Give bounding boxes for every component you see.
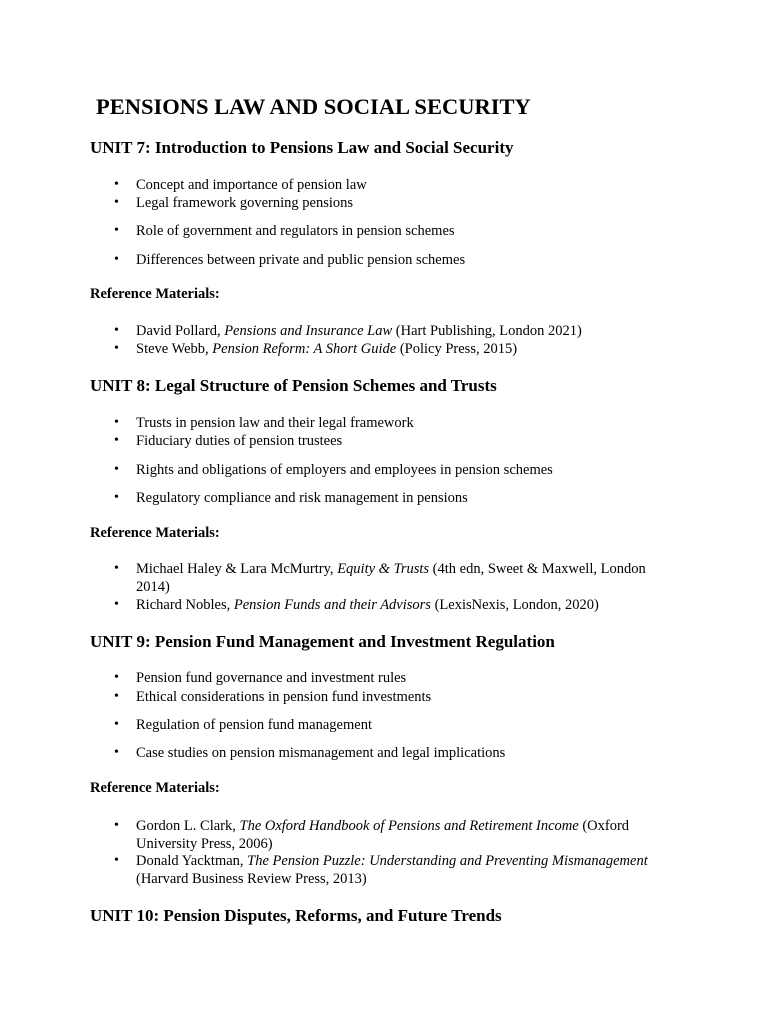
reference-item — [136, 322, 681, 340]
reference-work-title: The Pension Puzzle: Understanding and Preventing Mismanagement — [247, 853, 648, 869]
reference-details: (Policy Press, 2015) — [396, 341, 518, 357]
reference-work-title: Equity & Trusts — [337, 561, 430, 577]
reference-details: (LexisNexis, London, 2020) — [430, 597, 599, 613]
list-item: • Concept and importance of pension law — [136, 176, 681, 194]
reference-details: (4th edn, Sweet & Maxwell, London 2014) — [136, 561, 646, 595]
reference-item — [136, 817, 681, 853]
reference-work-title: Pensions and Insurance Law — [224, 323, 393, 339]
reference-details: (Harvard Business Review Press, 2013) — [136, 871, 367, 887]
list-item: • Case studies on pension mismanagement and legal implications — [136, 744, 681, 762]
list-item: • Trusts in pension law and their legal framework — [136, 414, 681, 432]
reference-author: Michael Haley & Lara McMurtry, — [136, 561, 338, 577]
reference-details: (Hart Publishing, London 2021) — [392, 323, 582, 339]
reference-author: David Pollard, — [136, 323, 225, 339]
reference-author: Richard Nobles, — [136, 597, 234, 613]
list-item: • Pension fund governance and investment rules — [136, 669, 681, 687]
reference-author: Steve Webb, — [136, 341, 213, 357]
reference-materials-heading: Reference Materials: — [90, 286, 220, 302]
reference-author: Donald Yacktman, — [136, 853, 248, 869]
reference-item — [136, 596, 681, 614]
reference-item — [136, 340, 681, 358]
reference-materials-heading: Reference Materials: — [90, 525, 220, 541]
list-item: • Rights and obligations of employers and employees in pension schemes — [136, 461, 681, 479]
unit-10-heading: UNIT 10: Pension Disputes, Reforms, and Future Trends — [90, 906, 502, 925]
reference-item — [136, 852, 681, 888]
unit-9-heading: UNIT 9: Pension Fund Management and Investment Regulation — [90, 632, 555, 651]
document-title: PENSIONS LAW AND SOCIAL SECURITY — [96, 94, 531, 119]
list-item: • Regulation of pension fund management — [136, 716, 681, 734]
list-item: • Differences between private and public pension schemes — [136, 251, 681, 269]
reference-materials-heading: Reference Materials: — [90, 780, 220, 796]
reference-work-title: The Oxford Handbook of Pensions and Retirement Income — [239, 818, 579, 834]
reference-details: (Oxford University Press, 2006) — [136, 818, 630, 852]
list-item: • Fiduciary duties of pension trustees — [136, 432, 681, 450]
list-item: • Legal framework governing pensions — [136, 194, 681, 212]
reference-work-title: Pension Reform: A Short Guide — [212, 341, 397, 357]
unit-7-heading: UNIT 7: Introduction to Pensions Law and Social Security — [90, 138, 514, 157]
list-item: • Ethical considerations in pension fund investments — [136, 688, 681, 706]
reference-item — [136, 560, 681, 596]
reference-author: Gordon L. Clark, — [136, 818, 240, 834]
reference-work-title: Pension Funds and their Advisors — [233, 597, 431, 613]
list-item: • Role of government and regulators in pension schemes — [136, 222, 681, 240]
list-item: • Regulatory compliance and risk management in pensions — [136, 489, 681, 507]
unit-8-heading: UNIT 8: Legal Structure of Pension Schemes and Trusts — [90, 376, 497, 395]
